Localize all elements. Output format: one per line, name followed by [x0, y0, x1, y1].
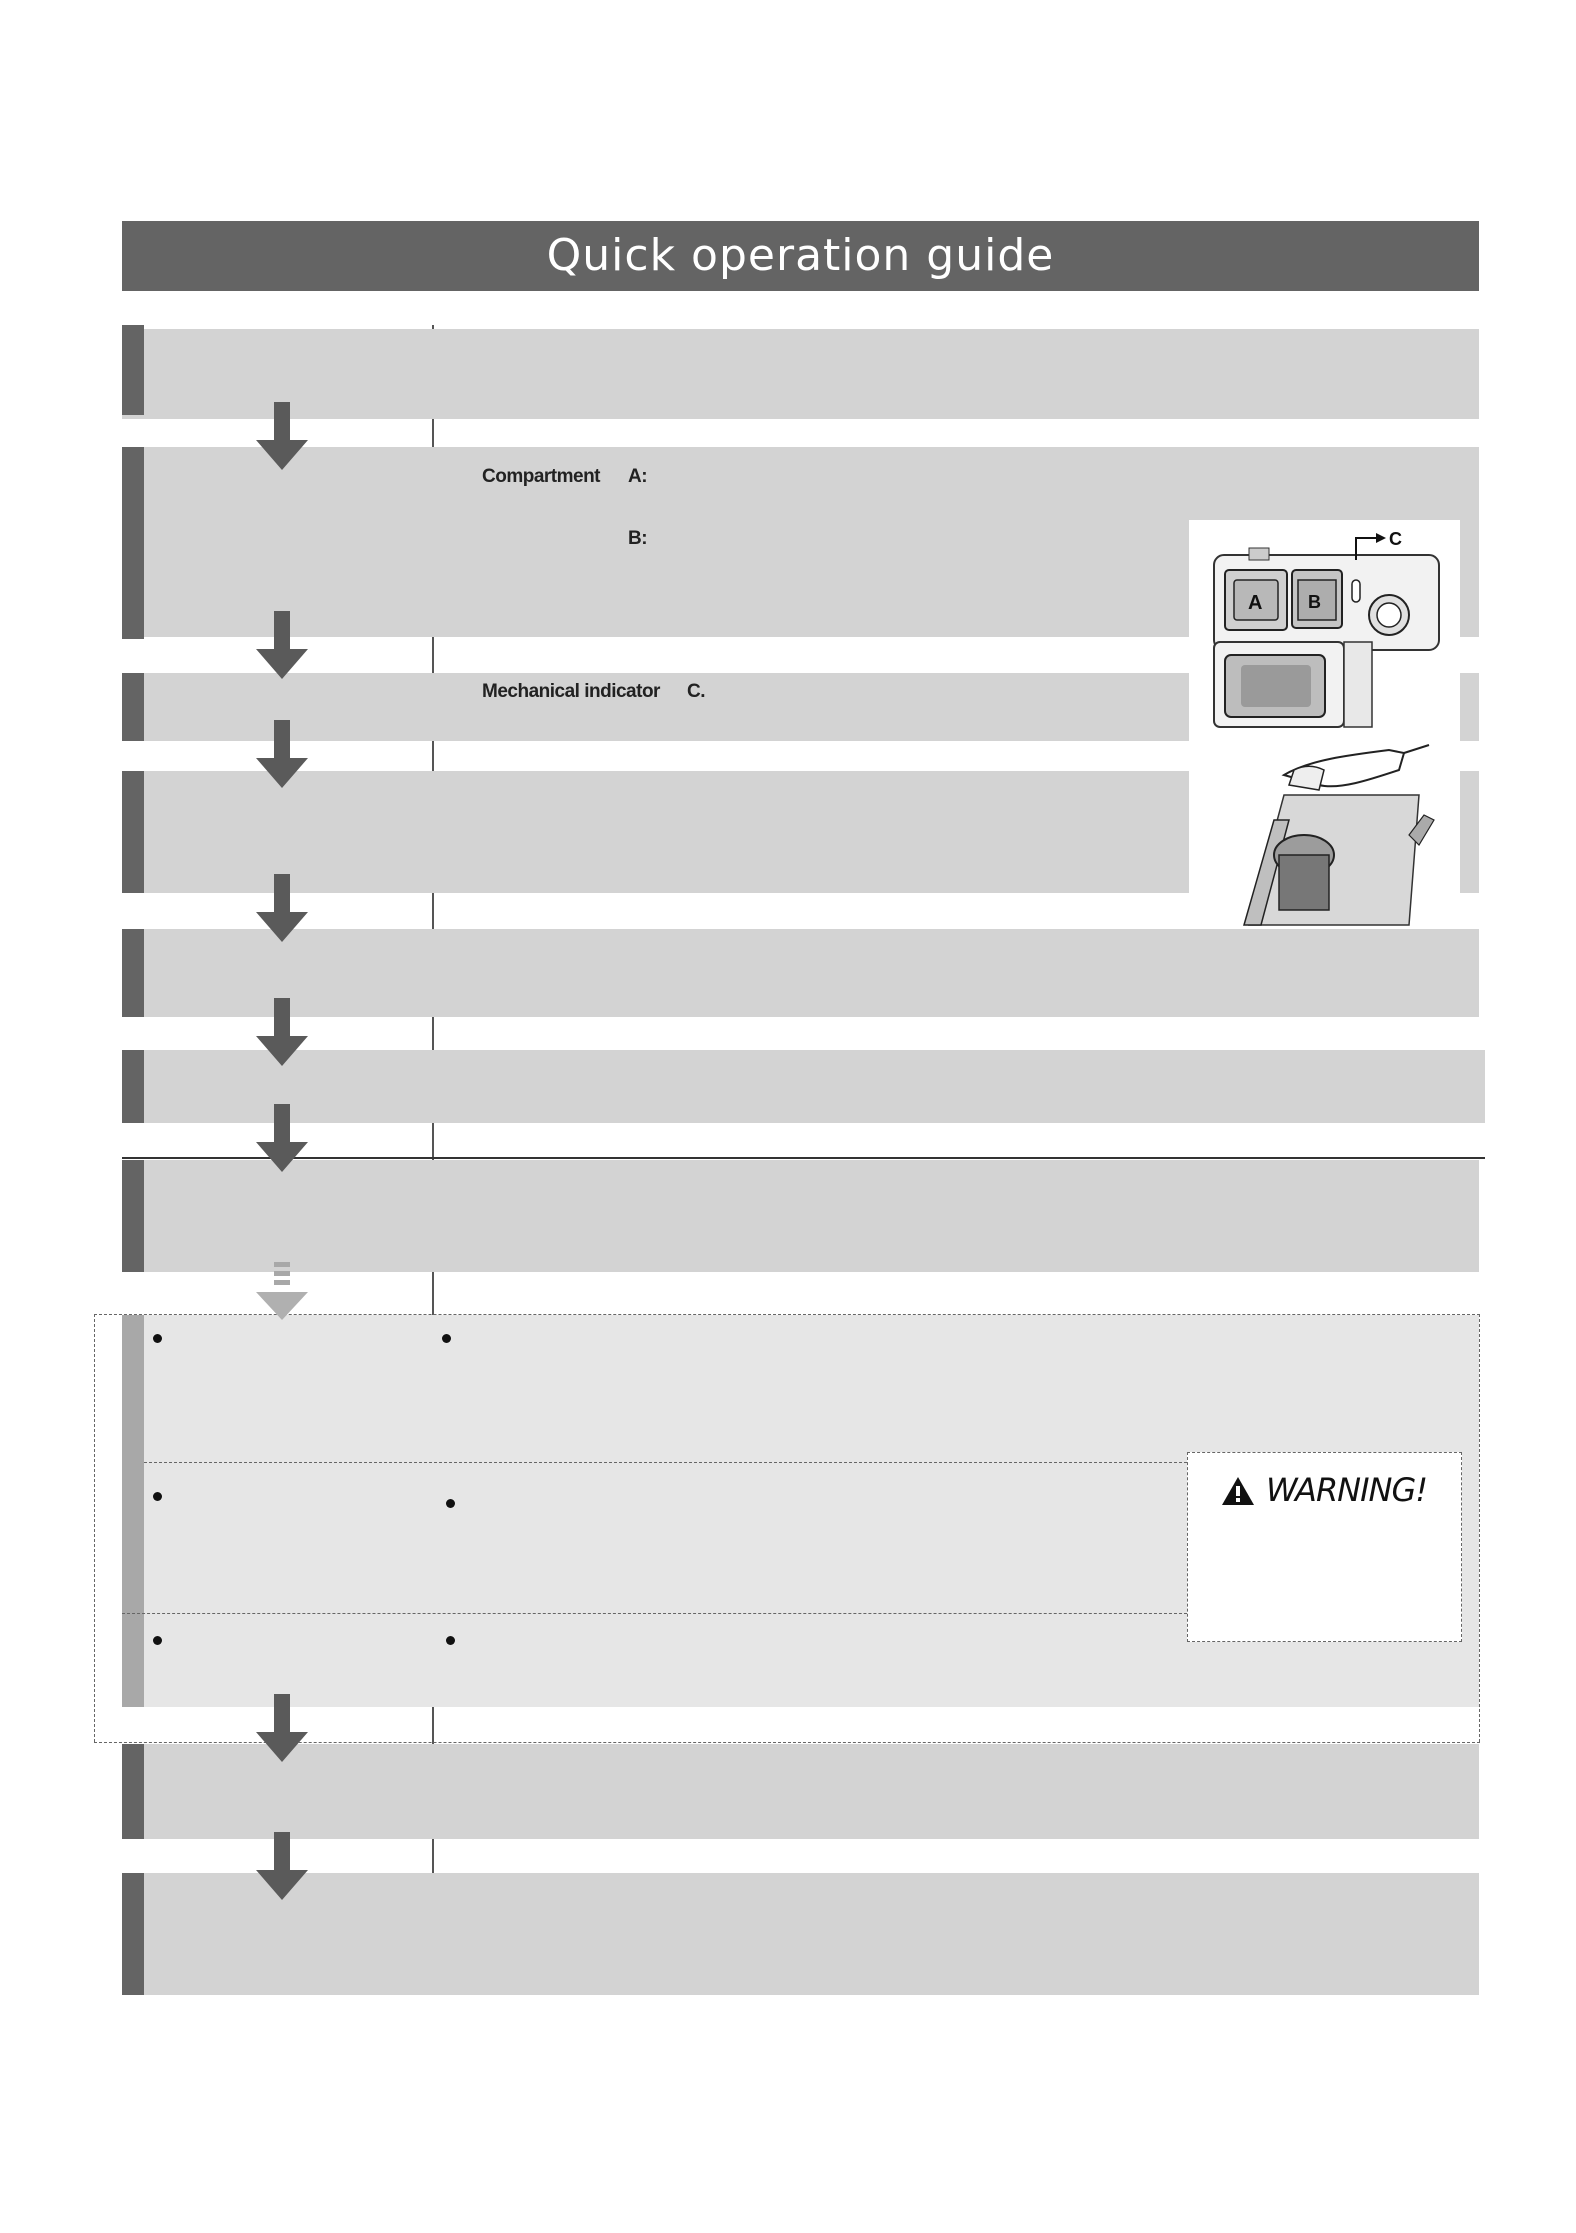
arrow-down-icon	[252, 1832, 312, 1902]
bullet-icon	[153, 1636, 162, 1645]
dispenser-illustration	[1189, 520, 1460, 735]
step-6-marker	[122, 1050, 144, 1123]
optional-section-marker	[122, 1315, 144, 1707]
step-1-marker	[122, 325, 144, 415]
step-9-marker	[122, 1873, 144, 1995]
step-7-panel	[122, 1160, 1479, 1272]
figure-label-b: B	[1308, 592, 1321, 612]
step-7-marker	[122, 1160, 144, 1272]
step-8-marker	[122, 1744, 144, 1839]
step-3-marker	[122, 673, 144, 741]
step-6-panel	[122, 1050, 1485, 1123]
bullet-icon	[442, 1334, 451, 1343]
optional-border-left	[94, 1314, 95, 1742]
bullet-icon	[153, 1492, 162, 1501]
arrow-down-icon	[252, 1694, 312, 1764]
step-6-divider	[122, 1157, 1485, 1159]
compartment-a-label: A:	[628, 466, 648, 487]
arrow-down-icon	[252, 874, 312, 944]
warning-title: WARNING!	[1266, 1471, 1428, 1509]
step-5-marker	[122, 929, 144, 1017]
warning-triangle-icon	[1221, 1476, 1255, 1506]
indicator-c-label: C.	[687, 681, 705, 702]
dashed-arrow-down-icon	[252, 1262, 312, 1332]
bullet-icon	[446, 1636, 455, 1645]
indicator-label: Mechanical indicator	[482, 681, 660, 702]
step-1-panel	[122, 329, 1479, 419]
compartment-b-label: B:	[628, 528, 648, 549]
arrow-down-icon	[252, 720, 312, 790]
optional-row-divider-2	[122, 1613, 1187, 1614]
arrow-down-icon	[252, 402, 312, 472]
arrow-down-icon	[252, 1104, 312, 1174]
bullet-icon	[446, 1499, 455, 1508]
page-title: Quick operation guide	[122, 221, 1479, 291]
optional-row-divider-1	[144, 1462, 1187, 1463]
arrow-down-icon	[252, 998, 312, 1068]
rinse-aid-filling-illustration	[1189, 735, 1460, 930]
figure-label-a: A	[1248, 592, 1263, 614]
compartment-label: Compartment	[482, 466, 601, 487]
step-2-marker	[122, 447, 144, 639]
step-8-panel	[122, 1744, 1479, 1839]
bullet-icon	[153, 1334, 162, 1343]
step-5-panel	[122, 929, 1479, 1017]
step-9-panel	[122, 1873, 1479, 1995]
step-4-marker	[122, 771, 144, 893]
arrow-down-icon	[252, 611, 312, 681]
figure-label-c: C	[1389, 529, 1402, 549]
optional-border-right	[1479, 1314, 1480, 1742]
